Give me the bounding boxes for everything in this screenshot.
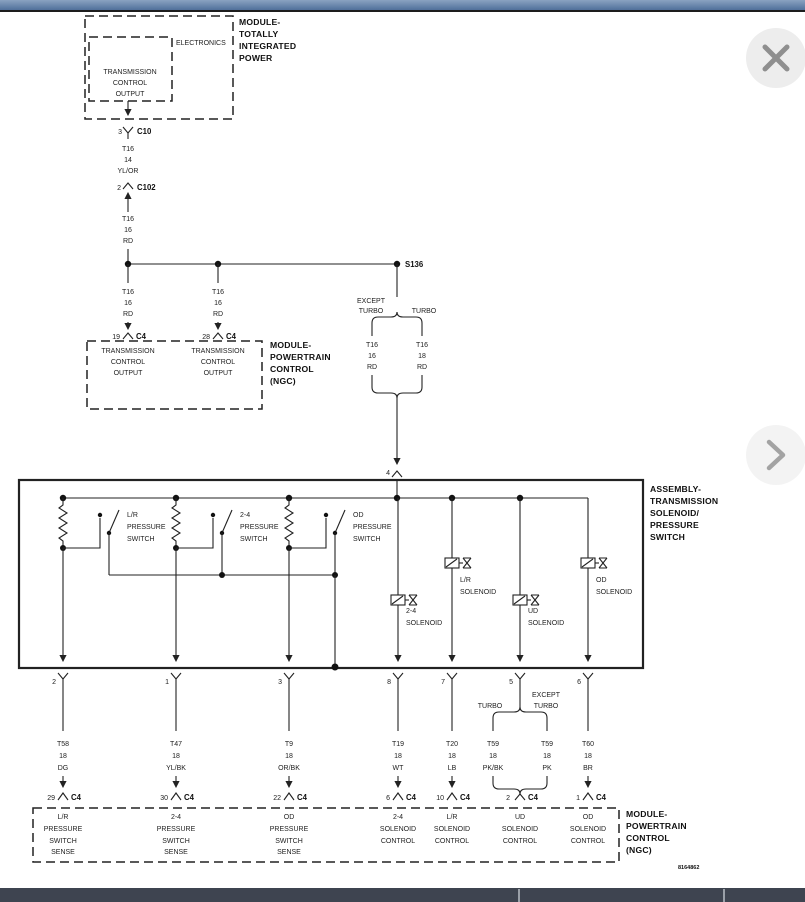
wire-label: YL/OR	[117, 168, 139, 175]
column-label-line: CONTROL	[502, 838, 538, 845]
wire-label: 14	[124, 157, 132, 164]
pin-number: 22	[273, 795, 281, 802]
column-label-line: PRESSURE	[156, 826, 196, 833]
pin-number: 10	[436, 795, 444, 802]
column-label-line: UD	[514, 814, 526, 821]
pin-number: 2	[52, 679, 56, 686]
pin-number: 28	[202, 334, 210, 341]
wire-label: 18	[448, 753, 456, 760]
column-label-line: PRESSURE	[43, 826, 83, 833]
wire-label: RD	[416, 364, 428, 371]
assembly-pins	[52, 673, 593, 686]
switch-label-line: SWITCH	[127, 536, 155, 543]
column-label-line: SOLENOID	[433, 826, 471, 833]
module-label-line: MODULE-	[626, 809, 668, 819]
column-label-line: SOLENOID	[379, 826, 417, 833]
solenoid-label-line: SOLENOID	[460, 589, 497, 596]
column-label-line: 2-4	[170, 814, 182, 821]
solenoid-label-line: 2-4	[406, 608, 417, 615]
pin-number: 3	[118, 129, 122, 136]
connector-name: C4	[184, 793, 194, 802]
module-label-line: ASSEMBLY-	[650, 484, 702, 494]
wire-label: 16	[124, 227, 132, 234]
connector-name: C4	[226, 332, 236, 341]
wire-label: RD	[366, 364, 378, 371]
connector-name: C4	[406, 793, 416, 802]
column-label-line: CONTROL	[570, 838, 606, 845]
column-label-line: SWITCH	[162, 838, 190, 845]
wire-label: 16	[368, 353, 376, 360]
wire-label: T59	[540, 741, 554, 748]
column-label-line: L/R	[57, 814, 69, 821]
solenoid-label-line: L/R	[460, 577, 471, 584]
wire-label: T16	[121, 146, 135, 153]
module-label-line: (NGC)	[270, 376, 296, 386]
wire-label: PK	[542, 765, 552, 772]
module-label-line: SOLENOID/	[650, 508, 700, 518]
pin-number: 1	[576, 795, 580, 802]
solenoid-label-line: SOLENOID	[596, 589, 633, 596]
column-label-line: L/R	[446, 814, 458, 821]
variant-label: TURBO	[358, 308, 384, 315]
switch-label-line: OD	[353, 512, 364, 519]
lr-pressure-switch	[59, 498, 166, 661]
feed-wire	[117, 146, 424, 269]
connector-name: C4	[136, 332, 146, 341]
column-label-line: 2-4	[392, 814, 404, 821]
wire-label: 18	[418, 353, 426, 360]
pin-number: 1	[165, 679, 169, 686]
switch-label-line: PRESSURE	[127, 524, 166, 531]
wire-label: RD	[122, 238, 134, 245]
connector-name: C10	[137, 127, 152, 136]
switch-label-line: SWITCH	[353, 536, 381, 543]
wire-label: T16	[415, 342, 429, 349]
chevron-right-button[interactable]	[746, 425, 805, 485]
od-solenoid	[581, 498, 632, 661]
module-label-line: SWITCH	[650, 532, 686, 542]
ngc-col-label: TRANSMISSION	[101, 348, 155, 355]
wire-label: T59	[486, 741, 500, 748]
column-label-line: SENSE	[164, 849, 188, 856]
wire-label: T9	[284, 741, 294, 748]
solenoid-label-line: SOLENOID	[528, 620, 565, 627]
connector-name: C4	[71, 793, 81, 802]
variant-label: EXCEPT	[531, 692, 561, 699]
variant-label: TURBO	[477, 703, 503, 710]
column-label-line: SWITCH	[49, 838, 77, 845]
variant-label: TURBO	[533, 703, 559, 710]
bottom-toolbar	[0, 888, 805, 902]
output-wires	[47, 686, 606, 802]
pin-number: 5	[509, 679, 513, 686]
module-label-line: TOTALLY	[239, 29, 279, 39]
toolbar-divider	[518, 889, 520, 902]
switch-label-line: SWITCH	[240, 536, 268, 543]
wire-label: LB	[447, 765, 457, 772]
module-label-line: CONTROL	[626, 833, 670, 843]
column-label-line: SENSE	[51, 849, 75, 856]
connector-name: C4	[596, 793, 606, 802]
wire-label: T47	[169, 741, 183, 748]
pin-number: 7	[441, 679, 445, 686]
connector-name: C4	[297, 793, 307, 802]
pin-number: 6	[386, 795, 390, 802]
switch-label-line: L/R	[127, 512, 138, 519]
wire-label: RD	[212, 311, 224, 318]
module-label-line: MODULE-	[239, 17, 281, 27]
wire-label: 18	[59, 753, 67, 760]
wire-label: 18	[172, 753, 180, 760]
wire-label: YL/BK	[166, 765, 186, 772]
pin-number: 29	[47, 795, 55, 802]
splice-name: S136	[405, 260, 424, 269]
close-icon	[761, 43, 791, 73]
wire-label: T16	[121, 289, 135, 296]
ngc-top-module-box	[87, 340, 331, 409]
24-pressure-switch	[172, 498, 279, 661]
ngc-feed-drops	[112, 264, 236, 341]
wire-label: PK/BK	[482, 765, 504, 772]
assembly-box	[19, 480, 718, 671]
ngc-col-label: OUTPUT	[113, 370, 143, 377]
ngc-bottom-module-box	[33, 808, 699, 871]
wire-label: 18	[489, 753, 497, 760]
ngc-col-label: OUTPUT	[203, 370, 233, 377]
solenoid-label-line: SOLENOID	[406, 620, 443, 627]
toolbar-divider	[723, 889, 725, 902]
ud-solenoid	[513, 498, 564, 661]
module-label-line: POWERTRAIN	[626, 821, 687, 831]
wire-label: WT	[392, 765, 404, 772]
connector-name: C102	[137, 183, 156, 192]
module-label-line: MODULE-	[270, 340, 312, 350]
wire-label: BR	[583, 765, 593, 772]
module-label-line: POWER	[239, 53, 273, 63]
column-label-line: CONTROL	[380, 838, 416, 845]
variant-label: EXCEPT	[356, 298, 386, 305]
ngc-bottom-columns	[44, 814, 606, 856]
ngc-col-label: CONTROL	[200, 359, 236, 366]
module-label-line: (NGC)	[626, 845, 652, 855]
pin-number: 6	[577, 679, 581, 686]
od-pressure-switch	[285, 498, 392, 661]
column-label-line: SOLENOID	[501, 826, 539, 833]
module-label-line: TRANSMISSION	[650, 496, 719, 506]
solenoid-label-line: OD	[596, 577, 607, 584]
column-label-line: PRESSURE	[269, 826, 309, 833]
pin-number: 2	[117, 185, 121, 192]
ngc-col-label: TRANSMISSION	[191, 348, 245, 355]
switch-label-line: PRESSURE	[240, 524, 279, 531]
module-label-line: POWERTRAIN	[270, 352, 331, 362]
wire-label: T16	[365, 342, 379, 349]
variant-label: TURBO	[411, 308, 437, 315]
solenoid-label-line: UD	[528, 608, 539, 615]
switch-label-line: PRESSURE	[353, 524, 392, 531]
column-label-line: OD	[582, 814, 594, 821]
wire-label: T20	[445, 741, 459, 748]
tipm-inner-label: OUTPUT	[115, 91, 145, 98]
24-solenoid	[391, 498, 442, 661]
wire-label: T58	[56, 741, 70, 748]
wire-label: 18	[394, 753, 402, 760]
tipm-inner-label: TRANSMISSION	[103, 69, 157, 76]
connector-name: C4	[528, 793, 538, 802]
tipm-inner-label: CONTROL	[112, 80, 148, 87]
wire-label: RD	[122, 311, 134, 318]
pin-number: 2	[506, 795, 510, 802]
wire-label: DG	[57, 765, 69, 772]
chevron-right-icon	[765, 439, 787, 471]
lr-solenoid	[445, 498, 496, 661]
wire-label: T60	[581, 741, 595, 748]
module-label-line: CONTROL	[270, 364, 314, 374]
column-label-line: SENSE	[277, 849, 301, 856]
column-label-line: SWITCH	[275, 838, 303, 845]
switch-label-line: 2-4	[240, 512, 251, 519]
ngc-col-label: CONTROL	[110, 359, 146, 366]
wire-label: T19	[391, 741, 405, 748]
pin-number: 19	[112, 334, 120, 341]
turbo-split-bottom	[478, 686, 561, 802]
wire-label: OR/BK	[278, 765, 300, 772]
column-label-line: CONTROL	[434, 838, 470, 845]
tipm-module-box	[85, 16, 296, 139]
wire-label: T16	[211, 289, 225, 296]
electronics-label: ELECTRONICS	[176, 40, 226, 47]
wire-label: 18	[543, 753, 551, 760]
close-button[interactable]	[746, 28, 805, 88]
wire-label: 16	[214, 300, 222, 307]
turbo-split-top	[357, 264, 437, 477]
wire-label: 18	[285, 753, 293, 760]
wire-label: T16	[121, 216, 135, 223]
pin-number: 4	[386, 470, 390, 477]
wire-label: 18	[584, 753, 592, 760]
document-number: 8164862	[678, 865, 700, 871]
connector-name: C4	[460, 793, 470, 802]
column-label-line: SOLENOID	[569, 826, 607, 833]
pin-number: 8	[387, 679, 391, 686]
wire-label: 16	[124, 300, 132, 307]
column-label-line: OD	[283, 814, 295, 821]
pin-number: 3	[278, 679, 282, 686]
module-label-line: PRESSURE	[650, 520, 699, 530]
module-label-line: INTEGRATED	[239, 41, 297, 51]
pin-number: 30	[160, 795, 168, 802]
